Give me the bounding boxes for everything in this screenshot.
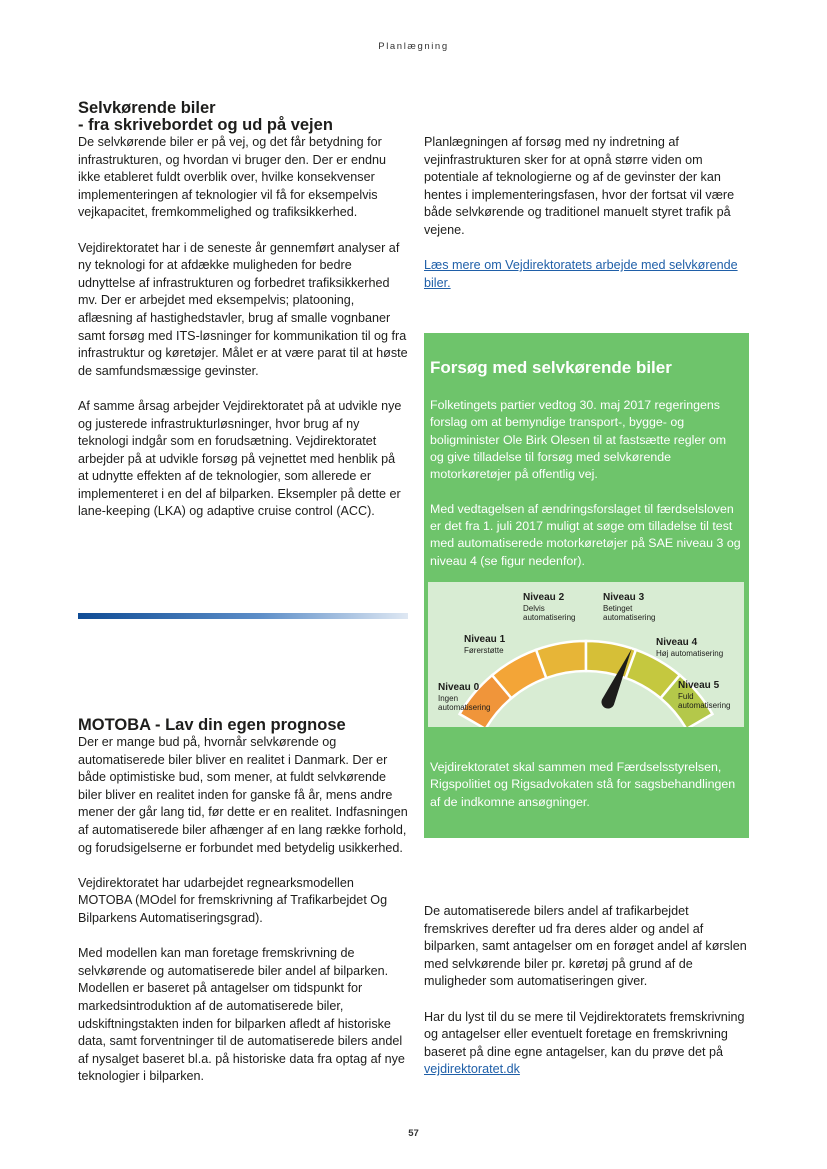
paragraph: Planlægningen af forsøg med ny indretning af vejinfrastrukturen sker for at opnå større viden om potentiale af teknologierne og af de gevinster der kan hentes i implementeringsfasen, hvor der fortsat vil være både selvkørende og traditionel manuelt styret trafik på vejene.: [424, 135, 735, 237]
article-motoba: [78, 717, 408, 1086]
gauge-label-niveau-4: Niveau 4 Høj automatisering: [656, 637, 724, 658]
paragraph: Med modellen kan man foretage fremskrivning de selvkørende og automatiserede biler andel af bilparken. Modellen er baseret på antagelser om tidspunkt for markedsintroduktion af de automatiserede biler, udskiftningstakten inden for bilparken afledt af historiske data, samt forventninger til de automatiserede bilers andel af nysalget baseret bl.a. på historiske data fra optag af nye teknologier i bilparken.: [78, 946, 405, 1084]
gauge-segment-niveau-2: [536, 641, 586, 678]
paragraph: Har du lyst til du se mere til Vejdirektoratets fremskrivning og antagelser eller eventuelt foretage en fremskrivning baseret på dine egne antagelser, kan du prøve det på vejdirektoratet.dk: [424, 1009, 745, 1077]
page-number: 57: [408, 1128, 419, 1139]
info-box-text: Med vedtagelsen af ændringsforslaget til færdselsloven er det fra 1. juli 2017 muligt at søge om tilladelse til test med automatiserede motorkøretøjer på SAE niveau 3 og niveau 4 (se figur nedenfor).: [430, 501, 741, 568]
gauge-label-niveau-5: Niveau 5 Fuld automatisering: [678, 680, 731, 710]
paragraph: De automatiserede bilers andel af trafikarbejdet fremskrives derefter ud fra deres alder og andel af bilparken, samt antagelser om en forøget andel af kørslen med selvkørende biler pr. køretøj på grund af de muligheder som automatiseringen giver.: [424, 904, 747, 989]
article-title-line2: - fra skrivebordet og ud på vejen: [78, 116, 333, 134]
paragraph: Af samme årsag arbejder Vejdirektoratet på at udvikle nye og justerede infrastrukturløsninger, hvor brug af ny teknologi indgår som en forudsætning. Vejdirektoratet arbejder på at udvikle forsøg på vejnettet med henblik på at udnytte effekten af de teknologier, som allerede er implementeret i en del af bilparken. Eksempler på dette er lane-keeping (LKA) og adaptive cruise control (ACC).: [78, 398, 402, 519]
paragraph: De selvkørende biler er på vej, og det får betydning for infrastrukturen, og hvordan vi bruger den. Der er endnu ikke etableret fuldt overblik over, hvilke konsekvenser implementeringen af teknologier vil få for eksempelvis vejkapacitet, fremkommelighed og trafiksikkerhed.: [78, 135, 387, 220]
article-selvkoerende-right: [424, 134, 754, 292]
article-title: MOTOBA - Lav din egen prognose: [78, 716, 346, 734]
article-selvkoerende: [78, 100, 408, 521]
section-divider: [78, 613, 408, 619]
info-box-forsoeg: [424, 333, 749, 838]
paragraph: Der er mange bud på, hvornår selvkørende og automatiserede biler bliver en realitet i Danmark. Der er både optimistiske bud, som mener, at fuldt selvkørende biler bliver en realitet inden for ganske få år, mens andre mener der går lang tid, før dette er en realitet. Indfasningen af automatiserede biler afhænger af en lang række forhold, og forudsigelserne er forbundet med betydelig usikkerhed.: [78, 735, 408, 855]
paragraph: Vejdirektoratet har i de seneste år gennemført analyser af ny teknologi for at afdække muligheden for bedre udnyttelse af infrastrukturen og forbedret trafiksikkerhed mv. Der er arbejdet med eksempelvis; platooning, aflæsning af hastighedstavler, brug af smalle vognbaner samt forsøg med ITS-løsninger for kommunikation til og fra infrastruktur og køretøjer. Målet er at være parat til at høste de samfundsmæssige gevinster.: [78, 240, 408, 378]
gauge-label-niveau-1: Niveau 1 Førerstøtte: [464, 634, 506, 655]
read-more-link[interactable]: Læs mere om Vejdirektoratets arbejde med selvkørende biler.: [424, 258, 738, 290]
info-box-paragraph-1: [430, 397, 742, 570]
info-box-title: Forsøg med selvkørende biler: [430, 358, 672, 377]
section-header: Planlægning: [378, 41, 449, 52]
vejdirektoratet-link[interactable]: vejdirektoratet.dk: [424, 1062, 520, 1077]
paragraph: Vejdirektoratet har udarbejdet regnearksmodellen MOTOBA (MOdel for fremskrivning af Trafikarbejdet Og Bilparkens Automatiseringsgrad).: [78, 875, 388, 925]
article-title-line1: Selvkørende biler: [78, 99, 216, 117]
gauge-label-niveau-0: Niveau 0 Ingen automatisering: [438, 682, 491, 712]
gauge-label-niveau-2: Niveau 2 Delvis automatisering: [523, 592, 576, 622]
gauge-label-niveau-3: Niveau 3 Betinget automatisering: [603, 592, 656, 622]
article-motoba-right: [424, 903, 754, 1079]
info-box-paragraph-3: Vejdirektoratet skal sammen med Færdselsstyrelsen, Rigspolitiet og Rigsadvokaten stå for sagsbehandlingen af de indkomne ansøgninger.: [430, 760, 736, 809]
info-box-text: Folketingets partier vedtog 30. maj 2017 regeringens forslag om at bemyndige transport-, bygge- og boligminister Ole Birk Olesen til at fastsætte regler om og give tilladelse til forsøg med selvkørende motorkøretøjer på offentlig vej.: [430, 398, 727, 482]
automation-gauge: [428, 582, 744, 727]
